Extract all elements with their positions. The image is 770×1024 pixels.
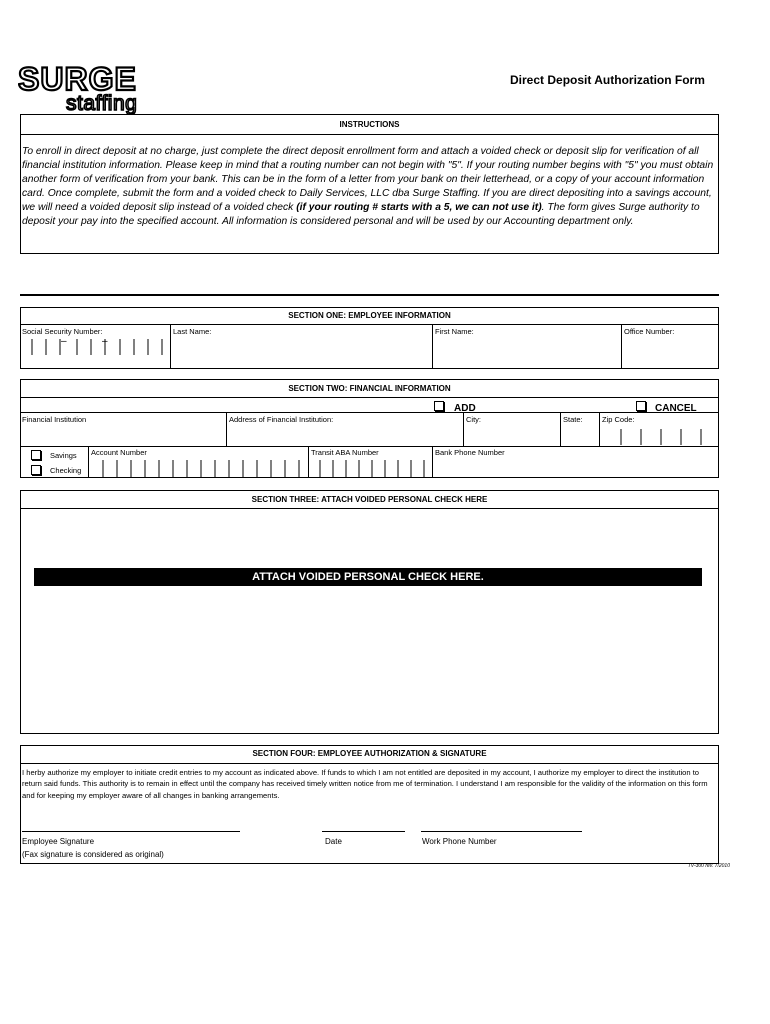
account-number-label: Account Number: [91, 448, 147, 457]
savings-label: Savings: [50, 451, 77, 460]
section-three-header: SECTION THREE: ATTACH VOIDED PERSONAL CHECK HERE: [251, 495, 488, 504]
office-number-label: Office Number:: [624, 327, 675, 336]
financial-institution-input[interactable]: [21, 424, 225, 445]
checking-checkbox[interactable]: [31, 465, 41, 475]
checking-label: Checking: [50, 466, 82, 475]
section-four-header: SECTION FOUR: EMPLOYEE AUTHORIZATION & SIGNATURE: [252, 749, 487, 758]
section-two-header: SECTION TWO: FINANCIAL INFORMATION: [288, 384, 451, 393]
section-three-box: [20, 490, 719, 734]
zip-input[interactable]: [600, 424, 718, 446]
logo-staffing-text: staffing: [66, 92, 138, 114]
section-one-header: SECTION ONE: EMPLOYEE INFORMATION: [288, 311, 451, 320]
fax-signature-note: (Fax signature is considered as original): [22, 850, 164, 859]
employee-signature-label: Employee Signature: [22, 837, 95, 846]
bank-phone-label: Bank Phone Number: [435, 448, 505, 457]
savings-checkbox[interactable]: [31, 450, 41, 460]
form-title: Direct Deposit Authorization Form: [510, 73, 705, 87]
work-phone-line[interactable]: [421, 831, 582, 832]
zip-label: Zip Code:: [602, 415, 635, 424]
address-label: Address of Financial Institution:: [229, 415, 334, 424]
ssn-dash-1: –: [61, 336, 67, 347]
office-number-input[interactable]: [622, 336, 718, 368]
state-input[interactable]: [561, 424, 598, 445]
logo-surge-text: SURGE: [18, 62, 137, 97]
account-number-input[interactable]: [89, 456, 307, 478]
attach-check-banner: ATTACH VOIDED PERSONAL CHECK HERE.: [34, 568, 702, 586]
revision-note: TV-300 rev. 7/2010: [687, 863, 730, 869]
authorization-text: I herby authorize my employer to initiate credit entries to my account as indicated above. If funds to which I am not entitled are deposited in my account, I authorize my employer to direct the institution to return said funds. This authority is to remain in effect until the company has received timely written notice from me of termination. I understand I am responsible for the validity of the information on this form and for keeping my employer aware of all changes in banking arrangements.: [22, 768, 708, 800]
date-line[interactable]: [322, 831, 405, 832]
cancel-label: CANCEL: [655, 403, 697, 414]
first-name-label: First Name:: [435, 327, 474, 336]
surge-staffing-logo: [18, 62, 178, 114]
add-checkbox[interactable]: [434, 401, 444, 411]
city-label: City:: [466, 415, 481, 424]
date-label: Date: [325, 837, 342, 846]
add-label: ADD: [454, 403, 476, 414]
first-name-input[interactable]: [433, 336, 620, 368]
transit-aba-input[interactable]: [309, 456, 431, 478]
state-label: State:: [563, 415, 583, 424]
address-input[interactable]: [227, 424, 462, 445]
last-name-label: Last Name:: [173, 327, 212, 336]
bank-phone-input[interactable]: [433, 456, 718, 477]
last-name-input[interactable]: [171, 336, 431, 368]
instructions-text: To enroll in direct deposit at no charge, just complete the direct deposit enrollment form and attach a voided check or deposit slip for verification of all financial institution information. Please keep in mind that a routing number can not begin with "5". If your routing number begins with "5" you must obtain another form of verification from your bank. This can be in the form of a letter from your bank on their letterhead, or a copy of your account information card. Once complete, submit the form and a voided check to Daily Services, LLC dba Surge Staffing. If you are direct depositing into a savings account, we will need a voided deposit slip instead of a voided check (if your routing # starts with a 5, we can not use it). The form gives Surge authority to deposit your pay into the specified account. All information is considered personal and will be used by our Accounting department only.: [22, 146, 714, 227]
instructions-header: INSTRUCTIONS: [339, 120, 400, 129]
employee-signature-line[interactable]: [22, 831, 240, 832]
ssn-label: Social Security Number:: [22, 327, 103, 336]
work-phone-label: Work Phone Number: [422, 837, 497, 846]
instructions-bold-note: (if your routing # starts with a 5, we can not use it): [296, 202, 542, 213]
transit-aba-label: Transit ABA Number: [311, 448, 379, 457]
ssn-input[interactable]: [22, 336, 170, 358]
cancel-checkbox[interactable]: [636, 401, 646, 411]
financial-institution-label: Financial Institution: [22, 415, 87, 424]
city-input[interactable]: [464, 424, 559, 445]
ssn-dash-2: –: [102, 336, 108, 347]
